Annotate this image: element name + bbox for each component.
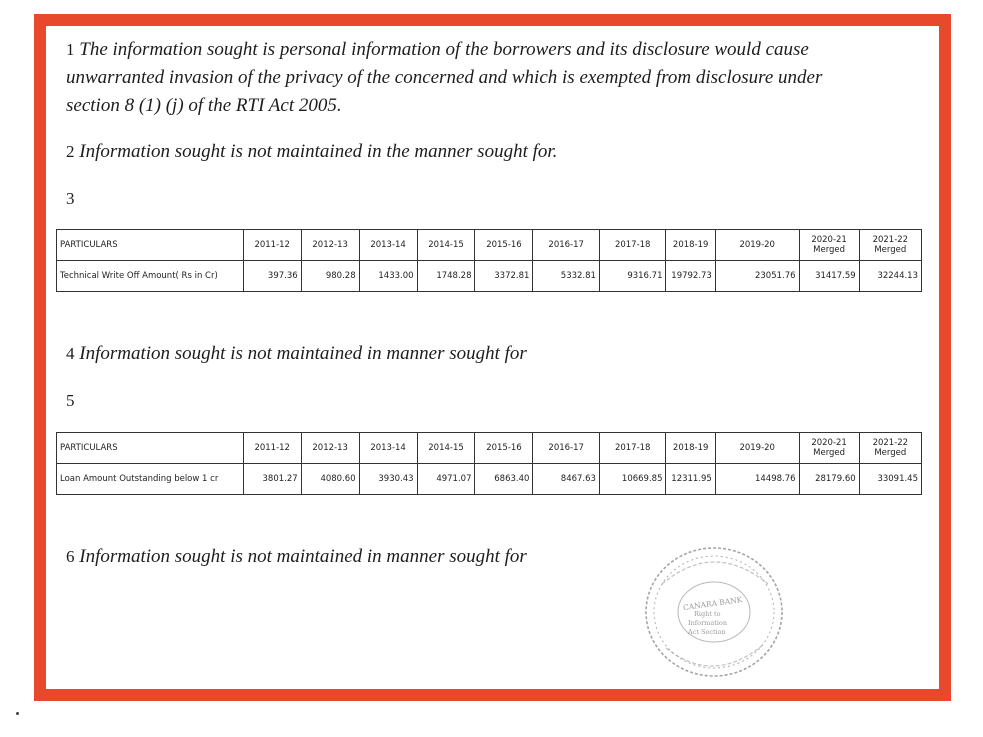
table-cell: 10669.85 <box>599 464 666 495</box>
table-header-cell: PARTICULARS <box>57 433 244 464</box>
table-cell: 4080.60 <box>301 464 359 495</box>
table-header-cell: 2015-16 <box>475 230 533 261</box>
table-cell: 28179.60 <box>799 464 859 495</box>
table-cell: Loan Amount Outstanding below 1 cr <box>57 464 244 495</box>
table-header-cell: 2020-21 Merged <box>799 433 859 464</box>
table-cell: Technical Write Off Amount( Rs in Cr) <box>57 261 244 292</box>
item-2 <box>66 138 557 166</box>
table-cell: 3801.27 <box>243 464 301 495</box>
loan-outstanding-table <box>56 432 922 495</box>
table-header-cell: 2019-20 <box>715 230 799 261</box>
table-header-cell: 2021-22 Merged <box>859 230 921 261</box>
table-cell: 3930.43 <box>359 464 417 495</box>
table-header-cell: 2012-13 <box>301 433 359 464</box>
table-header-cell: 2013-14 <box>359 433 417 464</box>
svg-text:Right to: Right to <box>694 610 721 618</box>
table-header-cell: 2020-21 Merged <box>799 230 859 261</box>
table-header-cell: 2016-17 <box>533 433 600 464</box>
table-header-row <box>57 433 922 464</box>
svg-text:Act Section: Act Section <box>688 628 726 636</box>
table-header-cell: 2011-12 <box>243 433 301 464</box>
item-6-text: Information sought is not maintained in manner sought for <box>79 546 527 567</box>
bank-seal-stamp <box>642 544 787 682</box>
table-cell: 19792.73 <box>666 261 715 292</box>
item-4 <box>66 340 527 368</box>
table-header-cell: 2015-16 <box>475 433 533 464</box>
table-cell: 32244.13 <box>859 261 921 292</box>
svg-text:Information: Information <box>688 619 728 627</box>
table-cell: 14498.76 <box>715 464 799 495</box>
table-header-cell: PARTICULARS <box>57 230 244 261</box>
table-header-cell: 2012-13 <box>301 230 359 261</box>
stray-dot <box>16 712 19 715</box>
item-5-number: 5 <box>66 391 75 410</box>
item-4-number: 4 <box>66 344 75 363</box>
table-header-cell: 2017-18 <box>599 230 666 261</box>
table-cell: 31417.59 <box>799 261 859 292</box>
item-3 <box>66 185 75 213</box>
table-header-cell: 2019-20 <box>715 433 799 464</box>
table-cell: 3372.81 <box>475 261 533 292</box>
table-cell: 6863.40 <box>475 464 533 495</box>
table-header-cell: 2011-12 <box>243 230 301 261</box>
table-row <box>57 261 922 292</box>
item-1-text: The information sought is personal information of the borrowers and its disclosure would cause unwarranted invasion of the privacy of the concerned and which is exempted from disclosure under section 8 (1) (j) of the RTI Act 2005. <box>66 39 823 116</box>
table-cell: 980.28 <box>301 261 359 292</box>
table-cell: 12311.95 <box>666 464 715 495</box>
item-6 <box>66 543 527 571</box>
table-cell: 8467.63 <box>533 464 600 495</box>
table-cell: 5332.81 <box>533 261 600 292</box>
table-header-cell: 2017-18 <box>599 433 666 464</box>
table-cell: 4971.07 <box>417 464 475 495</box>
table-header-cell: 2016-17 <box>533 230 600 261</box>
table-cell: 1433.00 <box>359 261 417 292</box>
table-row <box>57 464 922 495</box>
table-header-cell: 2013-14 <box>359 230 417 261</box>
table-cell: 23051.76 <box>715 261 799 292</box>
svg-text:CANARA BANK: CANARA BANK <box>682 594 743 613</box>
table-header-cell: 2018-19 <box>666 230 715 261</box>
table-cell: 33091.45 <box>859 464 921 495</box>
item-2-number: 2 <box>66 142 75 161</box>
table-header-cell: 2014-15 <box>417 433 475 464</box>
table-cell: 9316.71 <box>599 261 666 292</box>
item-5 <box>66 387 75 415</box>
table-header-cell: 2021-22 Merged <box>859 433 921 464</box>
item-1-number: 1 <box>66 40 75 59</box>
item-3-number: 3 <box>66 189 75 208</box>
item-1 <box>66 36 866 120</box>
table-header-row <box>57 230 922 261</box>
item-2-text: Information sought is not maintained in the manner sought for. <box>79 141 558 162</box>
write-off-table <box>56 229 922 292</box>
item-4-text: Information sought is not maintained in manner sought for <box>79 343 527 364</box>
table-cell: 397.36 <box>243 261 301 292</box>
table-header-cell: 2018-19 <box>666 433 715 464</box>
table-cell: 1748.28 <box>417 261 475 292</box>
item-6-number: 6 <box>66 547 75 566</box>
table-header-cell: 2014-15 <box>417 230 475 261</box>
